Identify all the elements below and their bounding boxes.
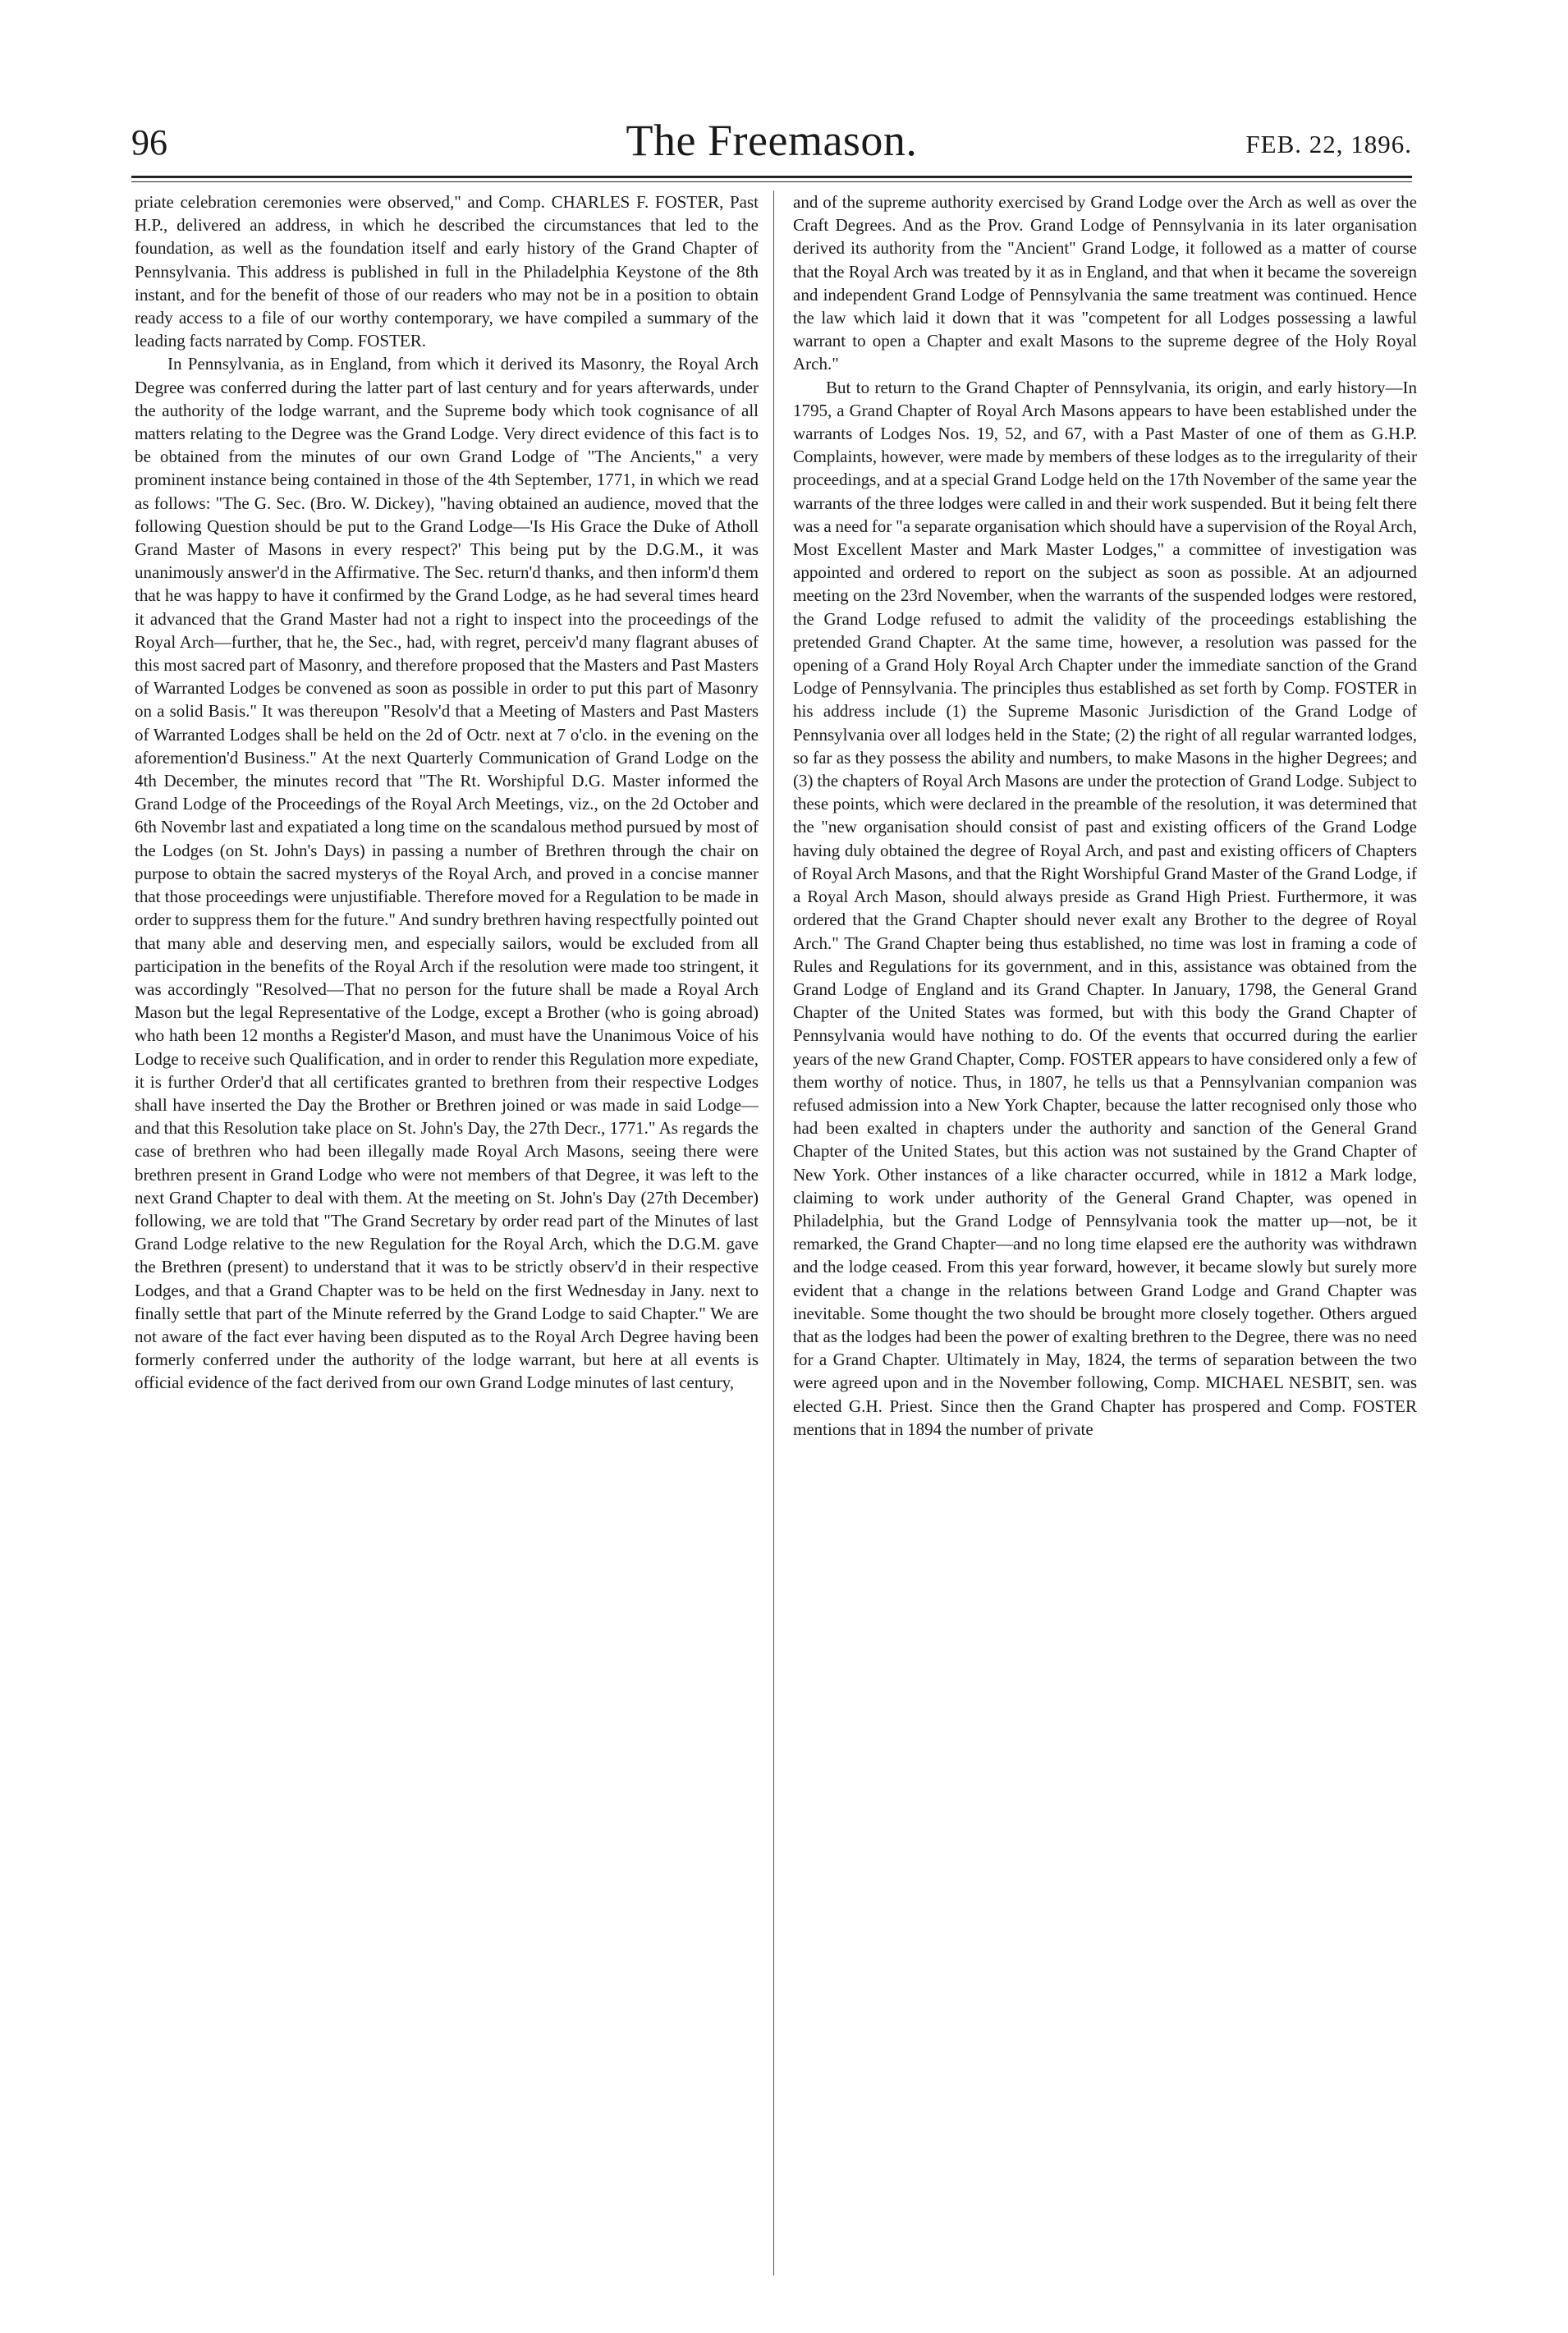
paragraph: and of the supreme authority exercised by Grand Lodge over the Arch as well as over the Craft Degrees. And as the Prov. Grand Lodge of Pennsylvania in its later organisation derived its authority from the "Ancient" Grand Lodge, it followed as a matter of course that the Royal Arch was treated by it as in England, and that when it became the sovereign and independent Grand Lodge of Pennsylvania the same treatment was continued. Hence the law which laid it down that it was "competent for all Lodges possessing a lawful warrant to open a Chapter and exalt Masons to the supreme degree of the Holy Royal Arch." xyxy=(793,192,1417,374)
paragraph: In Pennsylvania, as in England, from which it derived its Masonry, the Royal Arch Degree was conferred during the latter part of last century and for years afterwards, under the authority of the lodge warrant, and the Supreme body which took cognisance of all matters relating to the Degree was the Grand Lodge. Very direct evidence of this fact is to be obtained from the minutes of our own Grand Lodge of "The Ancients," a very prominent instance being contained in those of the 4th September, 1771, in which we read as follows: "The G. Sec. (Bro. W. Dickey), "having obtained an audience, moved that the following Question should be put to the Grand Lodge—'Is His Grace the Duke of Atholl Grand Master of Masons in every respect?' This being put by the D.G.M., it was unanimously answer'd in the Affirmative. The Sec. return'd thanks, and then inform'd them that he was happy to have it confirmed by the Grand Lodge, as he had several times heard it advanced that the Grand Master had not a right to inspect into the proceedings of the Royal Arch—further, that he, the Sec., had, with regret, perceiv'd many flagrant abuses of this most sacred part of Masonry, and therefore proposed that the Masters and Past Masters of Warranted Lodges be convened as soon as possible in order to put this part of Masonry on a solid Basis." It was thereupon "Resolv'd that a Meeting of Masters and Past Masters of Warranted Lodges shall be held on the 2d of Octr. next at 7 o'clo. in the evening on the aforemention'd Business." At the next Quarterly Communication of Grand Lodge on the 4th December, the minutes record that "The Rt. Worshipful D.G. Master informed the Grand Lodge of the Proceedings of the Royal Arch Meetings, viz., on the 2d October and 6th Novembr last and expatiated a long time on the scandalous method pursued by most of the Lodges (on St. John's Days) in passing a number of Brethren through the chair on purpose to obtain the sacred mysterys of the Royal Arch, and proved in a concise manner that those proceedings were unjustifiable. Therefore moved for a Regulation to be made in order to suppress them for the future." And sundry brethren having respectfully pointed out that many able and deserving men, and especially sailors, would be excluded from all participation in the benefits of the Royal Arch if the resolution were made too stringent, it was accordingly "Resolved—That no person for the future shall be made a Royal Arch Mason but the legal Representative of the Lodge, except a Brother (who is going abroad) who hath been 12 months a Register'd Mason, and must have the Unanimous Voice of his Lodge to receive such Qualification, and in order to render this Regulation more expediate, it is further Order'd that all certificates granted to brethren from their respective Lodges shall have inserted the Day the Brother or Brethren joined or was made in said Lodge—and that this Resolution take place on St. John's Day, the 27th Decr., 1771." As regards the case of brethren who had been illegally made Royal Arch Masons, seeing there were brethren present in Grand Lodge who were not members of that Degree, it was left to the next Grand Chapter to deal with them. At the meeting on St. John's Day (27th December) following, we are told that "The Grand Secretary by order read part of the Minutes of last Grand Lodge relative to the new Regulation for the Royal Arch, which the D.G.M. gave the Brethren (present) to understand that it was to be strictly observ'd in their respective Lodges, and that a Grand Chapter was to be held on the first Wednesday in Jany. next to finally settle that part of the Minute referred by the Grand Lodge to said Chapter." We are not aware of the fact ever having been disputed as to the Royal Arch Degree having been formerly conferred under the authority of the lodge warrant, but here at all events is official evidence of the fact derived from our own Grand Lodge minutes of last century, xyxy=(135,354,759,1393)
page-header xyxy=(131,115,1412,174)
masthead-title: The Freemason. xyxy=(626,116,918,165)
paragraph: priate celebration ceremonies were observed," and Comp. CHARLES F. FOSTER, Past H.P., delivered an address, in which he described the circumstances that led to the foundation, as well as the foundation itself and early history of the Grand Chapter of Pennsylvania. This address is published in full in the Philadelphia Keystone of the 8th instant, and for the benefit of those of our readers who may not be in a position to obtain ready access to a file of our worthy contemporary, we have compiled a summary of the leading facts narrated by Comp. FOSTER. xyxy=(135,192,759,351)
column-divider xyxy=(773,190,774,2276)
header-rule xyxy=(131,176,1412,178)
issue-date: FEB. 22, 1896. xyxy=(1245,130,1412,158)
left-column xyxy=(135,190,759,2276)
header-rule-thin xyxy=(131,181,1412,182)
page-number: 96 xyxy=(131,122,167,163)
right-column xyxy=(793,190,1417,2276)
paragraph: But to return to the Grand Chapter of Pennsylvania, its origin, and early history—In 1795, a Grand Chapter of Royal Arch Masons appears to have been established under the warrants of Lodges Nos. 19, 52, and 67, with a Past Master of one of them as G.H.P. Complaints, however, were made by members of these lodges as to the irregularity of their proceedings, and at a special Grand Lodge held on the 17th November of the same year the warrants of the three lodges were called in and their work suspended. But it being felt there was a need for "a separate organisation which should have a supervision of the Royal Arch, Most Excellent Master and Mark Master Lodges," a committee of investigation was appointed and ordered to report on the subject as soon as possible. At an adjourned meeting on the 23rd November, when the warrants of the suspended lodges were restored, the Grand Lodge refused to admit the validity of the proceedings establishing the pretended Grand Chapter. At the same time, however, a resolution was passed for the opening of a Grand Holy Royal Arch Chapter under the immediate sanction of the Grand Lodge of Pennsylvania. The principles thus established as set forth by Comp. FOSTER in his address include (1) the Supreme Masonic Jurisdiction of the Grand Lodge of Pennsylvania over all lodges held in the State; (2) the right of all regular warranted lodges, so far as they possess the ability and numbers, to make Masons in the higher Degrees; and (3) the chapters of Royal Arch Masons are under the protection of Grand Lodge. Subject to these points, which were declared in the preamble of the resolution, it was determined that the "new organisation should consist of past and existing officers of the Grand Lodge having duly obtained the degree of Royal Arch, and past and existing officers of Chapters of Royal Arch Masons, and that the Right Worshipful Grand Master of the Grand Lodge, if a Royal Arch Mason, should always preside as Grand High Priest. Furthermore, it was ordered that the Grand Chapter should never exalt any Brother to the degree of Royal Arch." The Grand Chapter being thus established, no time was lost in framing a code of Rules and Regulations for its government, and in this, assistance was obtained from the Grand Lodge of England and its Grand Chapter. In January, 1798, the General Grand Chapter of the United States was formed, but with this body the Grand Chapter of Pennsylvania would have nothing to do. Of the events that occurred during the earlier years of the new Grand Chapter, Comp. FOSTER appears to have considered only a few of them worthy of notice. Thus, in 1807, he tells us that a Pennsylvanian companion was refused admission into a New York Chapter, because the latter recognised only those who had been exalted in chapters under the authority and sanction of the General Grand Chapter of the United States, but this action was not sustained by the Grand Chapter of New York. Other instances of a like character occurred, while in 1812 a Mark lodge, claiming to work under authority of the General Grand Chapter, was opened in Philadelphia, but the Grand Lodge of Pennsylvania took the matter up—not, be it remarked, the Grand Chapter—and no long time elapsed ere the authority was withdrawn and the lodge ceased. From this year forward, however, it became slowly but surely more evident that a change in the relations between Grand Lodge and Grand Chapter was inevitable. Some thought the two should be brought more closely together. Others argued that as the lodges had been the power of exalting brethren to the Degree, there was no need for a Grand Chapter. Ultimately in May, 1824, the terms of separation between the two were agreed upon and in the November following, Comp. MICHAEL NESBIT, sen. was elected G.H. Priest. Since then the Grand Chapter has prospered and Comp. FOSTER mentions that in 1894 the number of private xyxy=(793,377,1417,1439)
